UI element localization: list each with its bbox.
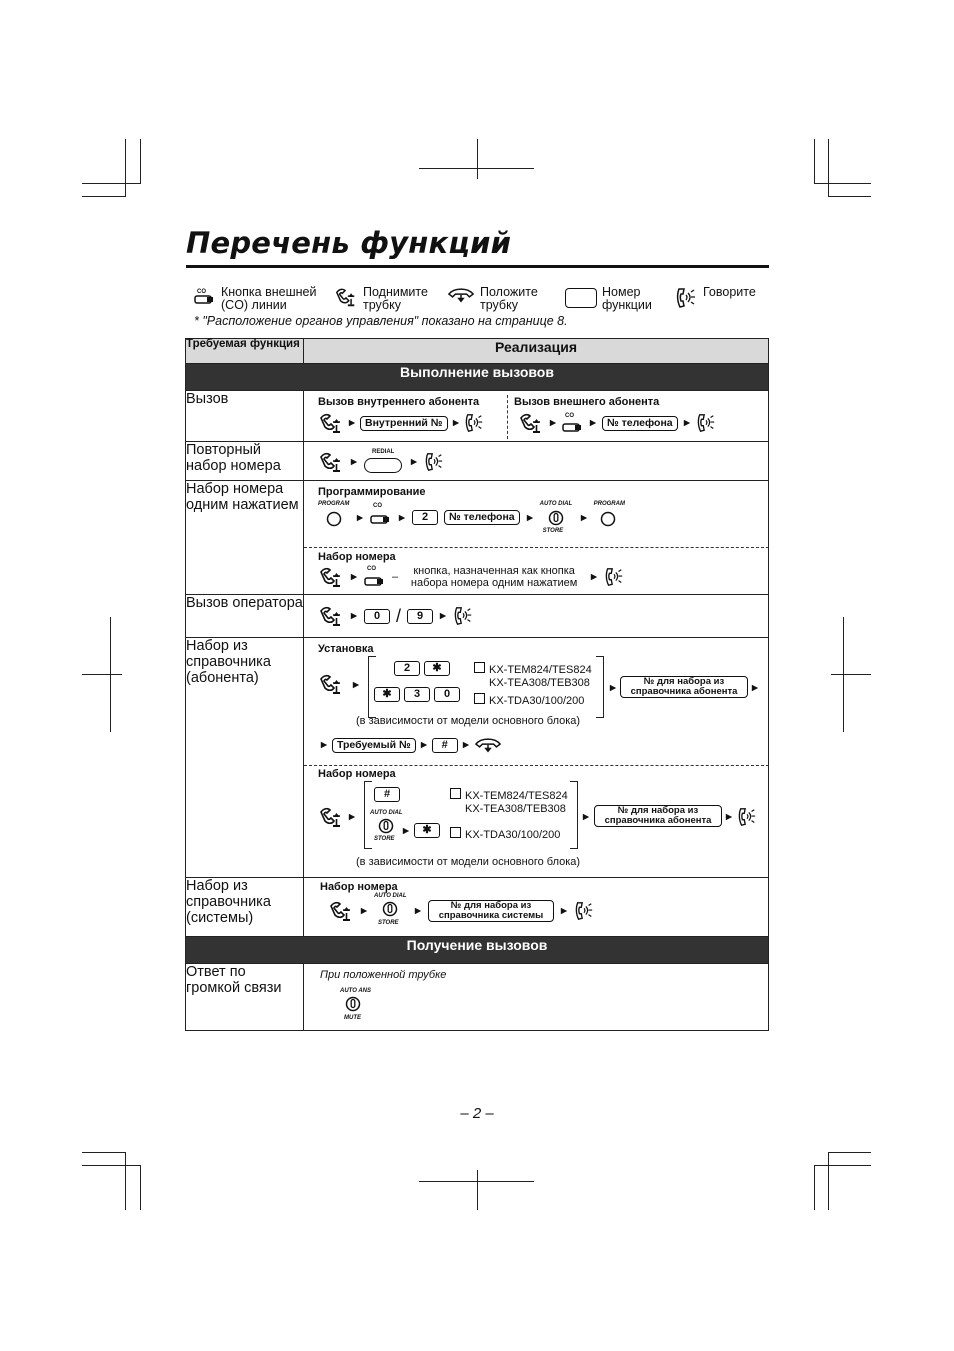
autoans-mute-button-icon (345, 996, 361, 1012)
star-key: ✱ (424, 661, 450, 676)
model-c: KX-TDA30/100/200 (489, 695, 585, 707)
checkbox (474, 693, 485, 704)
page-number: – 2 – (460, 1105, 494, 1122)
arrow-icon (350, 458, 358, 466)
legend-onhook (447, 286, 550, 312)
crop-mark (828, 1152, 871, 1153)
onetouch-prog-head: Программирование (318, 486, 426, 498)
bracket-right (596, 656, 604, 718)
model-c: KX-TDA30/100/200 (465, 829, 561, 841)
store-label: STORE (378, 920, 399, 926)
crop-mark (82, 196, 126, 197)
talk-icon (674, 286, 698, 310)
crop-mark (82, 1165, 140, 1166)
impl-redial (304, 442, 769, 481)
arrow-icon (402, 827, 410, 835)
depends-note: (в зависимости от модели основного блока) (356, 715, 581, 727)
program-label: PROGRAM (593, 501, 625, 507)
talk-icon (453, 605, 473, 627)
handset-up-icon (318, 605, 344, 627)
arrow-icon (683, 419, 691, 427)
digit-3-key: 3 (404, 687, 430, 702)
redial-label: REDIAL (372, 449, 395, 455)
store-label: STORE (374, 836, 395, 842)
answer-note: При положенной трубке (320, 969, 447, 981)
page-title: Перечень функций (186, 226, 512, 260)
crop-mark (828, 1152, 829, 1210)
divider (304, 547, 769, 548)
call-external-head: Вызов внешнего абонента (514, 396, 660, 408)
redial-button (364, 458, 402, 473)
crop-mark (814, 139, 815, 184)
system-dir-key: № для набора из справочника системы (428, 900, 554, 922)
talk-icon (737, 806, 757, 828)
crop-mark (477, 1170, 478, 1210)
handset-up-icon (318, 451, 344, 473)
fn-personal-directory: Набор из справочника (абонента) (186, 638, 304, 878)
program-button-icon (326, 511, 342, 527)
arrow-icon (350, 573, 358, 581)
program-button-icon (600, 511, 616, 527)
fn-hands-free-answer: Ответ по громкой связи (186, 964, 304, 1031)
arrow-icon (320, 741, 328, 749)
legend-feature (565, 286, 662, 312)
crop-mark (419, 1181, 534, 1182)
model-a: KX-TEM824/TES824 (489, 664, 592, 676)
autodial-store-button-icon (378, 818, 394, 834)
handset-down-icon (447, 286, 475, 304)
co-line-icon (370, 511, 392, 525)
handset-up-icon (328, 900, 354, 922)
legend-feature-text: Номер функции (602, 285, 652, 312)
handset-up-icon (334, 286, 358, 308)
crop-mark (125, 1152, 126, 1210)
digit-2-key: 2 (412, 510, 438, 525)
arrow-icon (580, 514, 588, 522)
handset-up-icon (318, 412, 344, 434)
crop-mark (125, 139, 126, 197)
phone-number-key: № телефона (602, 416, 678, 431)
checkbox (450, 788, 461, 799)
co-tag: CO (373, 503, 382, 509)
depends-note: (в зависимости от модели основного блока) (356, 856, 581, 868)
star-key: ✱ (414, 823, 440, 838)
pound-key: # (432, 738, 458, 753)
crop-mark (82, 1152, 126, 1153)
arrow-icon (582, 813, 590, 821)
handset-down-icon (474, 736, 502, 754)
crop-mark (82, 674, 122, 675)
model-b: KX-TEA308/TEB308 (465, 803, 566, 815)
arrow-icon (590, 573, 598, 581)
personal-dir-key: № для набора из справочника абонента (620, 676, 748, 698)
legend-talk-text: Говорите (703, 285, 756, 299)
arrow-icon (526, 514, 534, 522)
arrow-icon (420, 741, 428, 749)
personal-dial-head: Набор номера (318, 768, 396, 780)
store-label: STORE (542, 528, 564, 534)
model-b: KX-TEA308/TEB308 (489, 677, 590, 689)
divider (507, 395, 508, 439)
handset-up-icon (518, 412, 544, 434)
checkbox (450, 827, 461, 838)
arrow-icon (410, 458, 418, 466)
arrow-icon (462, 741, 470, 749)
handset-up-icon (318, 806, 344, 828)
autodial-store-button-icon (548, 510, 564, 526)
arrow-icon (609, 684, 617, 692)
digit-2-key: 2 (394, 661, 420, 676)
dash: – (392, 571, 399, 583)
crop-mark (82, 183, 140, 184)
onetouch-dial-head: Набор номера (318, 551, 396, 563)
legend-onhook-text: Положите трубку (480, 285, 538, 312)
fn-call: Вызов (186, 391, 304, 442)
onetouch-button-desc: кнопка, назначенная как кнопка набора номера одним нажатием (410, 565, 578, 589)
legend-talk (674, 286, 756, 310)
extension-key: Внутренний № (360, 416, 448, 431)
system-dial-head: Набор номера (320, 881, 398, 893)
arrow-icon (751, 684, 759, 692)
autoans-label: AUTO ANS (340, 988, 372, 994)
pound-key: # (374, 787, 400, 802)
fn-redial: Повторный набор номера (186, 442, 304, 481)
arrow-icon (589, 419, 597, 427)
location-note: * "Расположение органов управления" показано на странице 8. (194, 314, 568, 328)
legend-offhook (334, 286, 441, 312)
legend-co-text: Кнопка внешней (CO) линии (221, 285, 317, 312)
arrow-icon (348, 419, 356, 427)
crop-mark (140, 1165, 141, 1210)
impl-system-directory (304, 878, 769, 937)
digit-0-key: 0 (364, 609, 390, 624)
feature-key-icon (565, 288, 597, 308)
fn-onetouch: Набор номера одним нажатием (186, 481, 304, 595)
arrow-icon (398, 514, 406, 522)
bracket-right (570, 781, 578, 849)
model-a: KX-TEM824/TES824 (465, 790, 568, 802)
impl-hands-free-answer (304, 964, 769, 1031)
crop-mark (814, 183, 871, 184)
section-receiving-calls: Получение вызовов (186, 937, 769, 964)
arrow-icon (352, 681, 360, 689)
fn-operator: Вызов оператора (186, 595, 304, 638)
slash: / (396, 605, 402, 626)
header-function: Требуемая функция (186, 339, 304, 364)
function-table (185, 338, 769, 1031)
digit-9-key: 9 (407, 609, 433, 624)
co-tag: CO (197, 289, 206, 295)
required-number-key: Требуемый № (332, 738, 416, 753)
talk-icon (424, 451, 444, 473)
header-implementation: Реализация (304, 339, 769, 364)
talk-icon (574, 900, 594, 922)
personal-dir-key: № для набора из справочника абонента (594, 805, 722, 827)
crop-mark (814, 1165, 815, 1210)
arrow-icon (452, 419, 460, 427)
legend-offhook-text: Поднимите трубку (363, 285, 428, 312)
crop-mark (828, 196, 871, 197)
crop-mark (477, 139, 478, 179)
crop-mark (831, 674, 871, 675)
call-internal-head: Вызов внутреннего абонента (318, 396, 480, 408)
arrow-icon (348, 813, 356, 821)
autodial-label: AUTO DIAL (370, 810, 403, 816)
co-line-icon (562, 419, 584, 433)
divider (304, 765, 769, 766)
arrow-icon (360, 907, 368, 915)
crop-mark (419, 168, 534, 169)
fn-system-directory: Набор из справочника (системы) (186, 878, 304, 937)
section-making-calls: Выполнение вызовов (186, 364, 769, 391)
talk-icon (696, 412, 716, 434)
arrow-icon (414, 907, 422, 915)
crop-mark (814, 1165, 871, 1166)
arrow-icon (439, 612, 447, 620)
co-line-icon (364, 573, 386, 587)
mute-label: MUTE (344, 1015, 361, 1021)
arrow-icon (725, 813, 733, 821)
handset-up-icon (318, 566, 344, 588)
legend-co (194, 286, 329, 312)
checkbox (474, 662, 485, 673)
program-label: PROGRAM (318, 501, 350, 507)
arrow-icon (356, 514, 364, 522)
arrow-icon (549, 419, 557, 427)
autodial-store-button-icon (382, 901, 398, 917)
autodial-label: AUTO DIAL (374, 893, 407, 899)
talk-icon (464, 412, 484, 434)
co-tag: CO (367, 566, 376, 572)
impl-operator (304, 595, 769, 638)
co-tag: CO (565, 413, 574, 419)
impl-personal-directory (304, 638, 769, 878)
arrow-icon (560, 907, 568, 915)
phone-number-key: № телефона (444, 510, 520, 525)
talk-icon (604, 566, 624, 588)
crop-mark (140, 139, 141, 184)
handset-up-icon (318, 673, 344, 695)
co-line-icon (194, 291, 216, 305)
impl-onetouch (304, 481, 769, 595)
crop-mark (828, 139, 829, 197)
title-rule (186, 265, 769, 268)
arrow-icon (350, 612, 358, 620)
digit-0-key: 0 (434, 687, 460, 702)
impl-call (304, 391, 769, 442)
autodial-label: AUTO DIAL (539, 501, 573, 507)
personal-setup-head: Установка (318, 643, 374, 655)
star-key: ✱ (374, 687, 400, 702)
